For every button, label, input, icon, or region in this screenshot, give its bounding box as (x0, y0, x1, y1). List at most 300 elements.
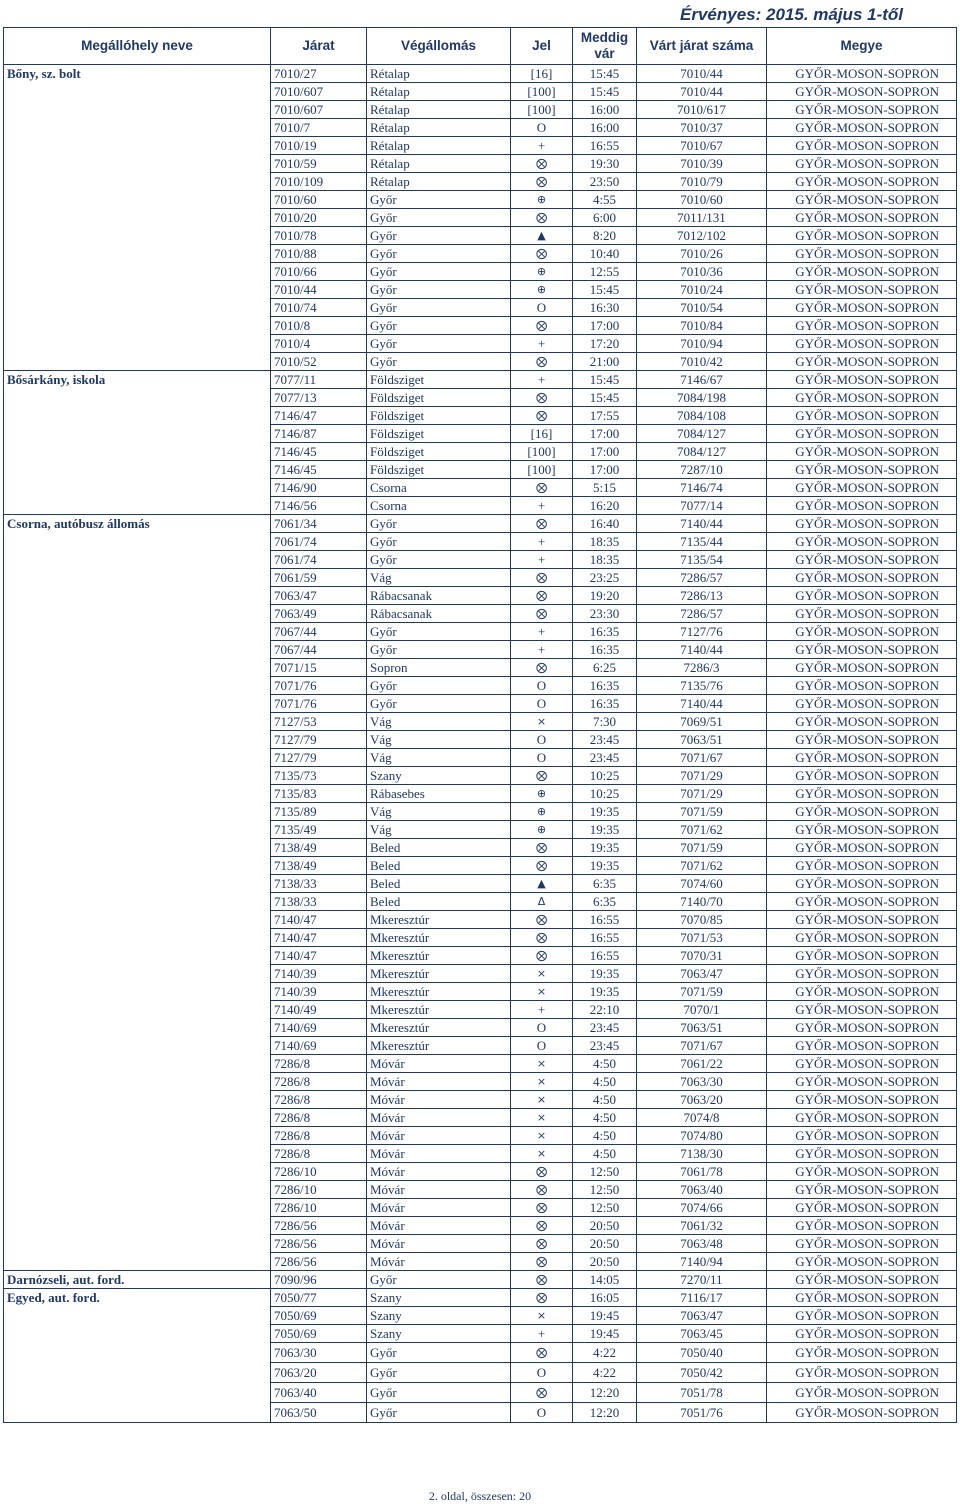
awaited-route-cell: 7074/66 (637, 1199, 767, 1217)
sign-cell: ⨂ (511, 1253, 573, 1271)
sign-cell: ⊕ (511, 803, 573, 821)
wait-time-cell: 17:00 (573, 425, 637, 443)
route-cell: 7061/34 (271, 515, 367, 533)
sign-cell: ⨂ (511, 479, 573, 497)
destination-cell: Rétalap (367, 119, 511, 137)
route-cell: 7286/8 (271, 1127, 367, 1145)
county-cell: GYŐR-MOSON-SOPRON (767, 515, 957, 533)
awaited-route-cell: 7140/94 (637, 1253, 767, 1271)
awaited-route-cell: 7069/51 (637, 713, 767, 731)
destination-cell: Földsziget (367, 425, 511, 443)
awaited-route-cell: 7071/67 (637, 1037, 767, 1055)
awaited-route-cell: 7010/94 (637, 335, 767, 353)
wait-time-cell: 20:50 (573, 1217, 637, 1235)
route-cell: 7010/52 (271, 353, 367, 371)
route-cell: 7063/30 (271, 1343, 367, 1363)
destination-cell: Győr (367, 1271, 511, 1289)
county-cell: GYŐR-MOSON-SOPRON (767, 1383, 957, 1403)
county-cell: GYŐR-MOSON-SOPRON (767, 83, 957, 101)
wait-time-cell: 19:20 (573, 587, 637, 605)
awaited-route-cell: 7127/76 (637, 623, 767, 641)
wait-time-cell: 8:20 (573, 227, 637, 245)
wait-time-cell: 12:55 (573, 263, 637, 281)
sign-cell: ⨂ (511, 1383, 573, 1403)
route-cell: 7010/7 (271, 119, 367, 137)
destination-cell: Földsziget (367, 461, 511, 479)
awaited-route-cell: 7138/30 (637, 1145, 767, 1163)
awaited-route-cell: 7286/57 (637, 605, 767, 623)
wait-time-cell: 19:35 (573, 803, 637, 821)
sign-cell: ⨂ (511, 857, 573, 875)
route-cell: 7138/49 (271, 857, 367, 875)
awaited-route-cell: 7050/40 (637, 1343, 767, 1363)
wait-time-cell: 10:25 (573, 767, 637, 785)
sign-cell: ▲ (511, 875, 573, 893)
destination-cell: Vág (367, 569, 511, 587)
destination-cell: Győr (367, 533, 511, 551)
awaited-route-cell: 7140/44 (637, 515, 767, 533)
sign-cell: + (511, 335, 573, 353)
awaited-route-cell: 7146/67 (637, 371, 767, 389)
destination-cell: Földsziget (367, 371, 511, 389)
awaited-route-cell: 7071/59 (637, 803, 767, 821)
wait-time-cell: 19:35 (573, 839, 637, 857)
wait-time-cell: 12:20 (573, 1403, 637, 1423)
wait-time-cell: 16:30 (573, 299, 637, 317)
county-cell: GYŐR-MOSON-SOPRON (767, 263, 957, 281)
county-cell: GYŐR-MOSON-SOPRON (767, 65, 957, 83)
county-cell: GYŐR-MOSON-SOPRON (767, 1217, 957, 1235)
county-cell: GYŐR-MOSON-SOPRON (767, 227, 957, 245)
awaited-route-cell: 7071/59 (637, 983, 767, 1001)
county-cell: GYŐR-MOSON-SOPRON (767, 1127, 957, 1145)
awaited-route-cell: 7010/24 (637, 281, 767, 299)
county-cell: GYŐR-MOSON-SOPRON (767, 1091, 957, 1109)
sign-cell: [100] (511, 101, 573, 119)
destination-cell: Móvár (367, 1145, 511, 1163)
wait-time-cell: 23:45 (573, 749, 637, 767)
destination-cell: Győr (367, 1383, 511, 1403)
county-cell: GYŐR-MOSON-SOPRON (767, 1199, 957, 1217)
destination-cell: Mkeresztúr (367, 911, 511, 929)
awaited-route-cell: 7010/617 (637, 101, 767, 119)
sign-cell: O (511, 1019, 573, 1037)
sign-cell: × (511, 1145, 573, 1163)
awaited-route-cell: 7270/11 (637, 1271, 767, 1289)
wait-time-cell: 10:25 (573, 785, 637, 803)
awaited-route-cell: 7011/131 (637, 209, 767, 227)
county-cell: GYŐR-MOSON-SOPRON (767, 731, 957, 749)
sign-cell: O (511, 1037, 573, 1055)
destination-cell: Rábasebes (367, 785, 511, 803)
header-sign: Jel (511, 28, 573, 65)
destination-cell: Győr (367, 1343, 511, 1363)
wait-time-cell: 17:00 (573, 443, 637, 461)
destination-cell: Rétalap (367, 137, 511, 155)
sign-cell: × (511, 1055, 573, 1073)
county-cell: GYŐR-MOSON-SOPRON (767, 1253, 957, 1271)
destination-cell: Sopron (367, 659, 511, 677)
wait-time-cell: 17:20 (573, 335, 637, 353)
sign-cell: ⨂ (511, 317, 573, 335)
sign-cell: + (511, 551, 573, 569)
wait-time-cell: 4:50 (573, 1145, 637, 1163)
route-cell: 7286/8 (271, 1055, 367, 1073)
sign-cell: O (511, 677, 573, 695)
destination-cell: Győr (367, 299, 511, 317)
route-cell: 7010/8 (271, 317, 367, 335)
route-cell: 7140/47 (271, 911, 367, 929)
sign-cell: O (511, 1403, 573, 1423)
awaited-route-cell: 7077/14 (637, 497, 767, 515)
route-cell: 7071/76 (271, 695, 367, 713)
sign-cell: O (511, 731, 573, 749)
county-cell: GYŐR-MOSON-SOPRON (767, 191, 957, 209)
county-cell: GYŐR-MOSON-SOPRON (767, 1235, 957, 1253)
sign-cell: [16] (511, 65, 573, 83)
route-cell: 7010/88 (271, 245, 367, 263)
wait-time-cell: 15:45 (573, 65, 637, 83)
route-cell: 7127/79 (271, 731, 367, 749)
awaited-route-cell: 7286/3 (637, 659, 767, 677)
awaited-route-cell: 7010/67 (637, 137, 767, 155)
county-cell: GYŐR-MOSON-SOPRON (767, 389, 957, 407)
route-cell: 7090/96 (271, 1271, 367, 1289)
wait-time-cell: 16:35 (573, 623, 637, 641)
awaited-route-cell: 7071/62 (637, 821, 767, 839)
awaited-route-cell: 7050/42 (637, 1363, 767, 1383)
route-cell: 7146/90 (271, 479, 367, 497)
route-cell: 7063/50 (271, 1403, 367, 1423)
sign-cell: × (511, 1307, 573, 1325)
destination-cell: Csorna (367, 479, 511, 497)
awaited-route-cell: 7010/39 (637, 155, 767, 173)
destination-cell: Rétalap (367, 83, 511, 101)
wait-time-cell: 16:55 (573, 929, 637, 947)
sign-cell: ⨂ (511, 353, 573, 371)
destination-cell: Győr (367, 317, 511, 335)
awaited-route-cell: 7061/78 (637, 1163, 767, 1181)
sign-cell: ⨂ (511, 605, 573, 623)
wait-time-cell: 16:20 (573, 497, 637, 515)
route-cell: 7140/39 (271, 965, 367, 983)
county-cell: GYŐR-MOSON-SOPRON (767, 1343, 957, 1363)
sign-cell: Δ (511, 893, 573, 911)
awaited-route-cell: 7084/127 (637, 443, 767, 461)
route-cell: 7050/69 (271, 1307, 367, 1325)
county-cell: GYŐR-MOSON-SOPRON (767, 713, 957, 731)
sign-cell: × (511, 983, 573, 1001)
county-cell: GYŐR-MOSON-SOPRON (767, 875, 957, 893)
destination-cell: Győr (367, 623, 511, 641)
county-cell: GYŐR-MOSON-SOPRON (767, 425, 957, 443)
county-cell: GYŐR-MOSON-SOPRON (767, 119, 957, 137)
sign-cell: ⨂ (511, 407, 573, 425)
sign-cell: ⨂ (511, 209, 573, 227)
awaited-route-cell: 7051/78 (637, 1383, 767, 1403)
sign-cell: O (511, 299, 573, 317)
awaited-route-cell: 7071/29 (637, 785, 767, 803)
wait-time-cell: 4:50 (573, 1091, 637, 1109)
route-cell: 7063/47 (271, 587, 367, 605)
destination-cell: Rábacsanak (367, 605, 511, 623)
county-cell: GYŐR-MOSON-SOPRON (767, 371, 957, 389)
wait-time-cell: 16:05 (573, 1289, 637, 1307)
wait-time-cell: 4:22 (573, 1343, 637, 1363)
wait-time-cell: 15:45 (573, 371, 637, 389)
county-cell: GYŐR-MOSON-SOPRON (767, 1037, 957, 1055)
destination-cell: Vág (367, 713, 511, 731)
county-cell: GYŐR-MOSON-SOPRON (767, 785, 957, 803)
route-cell: 7286/56 (271, 1253, 367, 1271)
county-cell: GYŐR-MOSON-SOPRON (767, 821, 957, 839)
awaited-route-cell: 7051/76 (637, 1403, 767, 1423)
sign-cell: [100] (511, 83, 573, 101)
sign-cell: ⨂ (511, 839, 573, 857)
county-cell: GYŐR-MOSON-SOPRON (767, 911, 957, 929)
wait-time-cell: 19:35 (573, 821, 637, 839)
wait-time-cell: 16:40 (573, 515, 637, 533)
destination-cell: Mkeresztúr (367, 1001, 511, 1019)
sign-cell: × (511, 1127, 573, 1145)
wait-time-cell: 16:00 (573, 119, 637, 137)
awaited-route-cell: 7063/51 (637, 731, 767, 749)
county-cell: GYŐR-MOSON-SOPRON (767, 443, 957, 461)
route-cell: 7071/15 (271, 659, 367, 677)
awaited-route-cell: 7084/108 (637, 407, 767, 425)
county-cell: GYŐR-MOSON-SOPRON (767, 551, 957, 569)
awaited-route-cell: 7287/10 (637, 461, 767, 479)
county-cell: GYŐR-MOSON-SOPRON (767, 1289, 957, 1307)
destination-cell: Győr (367, 515, 511, 533)
awaited-route-cell: 7074/8 (637, 1109, 767, 1127)
county-cell: GYŐR-MOSON-SOPRON (767, 1055, 957, 1073)
awaited-route-cell: 7010/26 (637, 245, 767, 263)
awaited-route-cell: 7074/60 (637, 875, 767, 893)
destination-cell: Győr (367, 209, 511, 227)
route-cell: 7146/45 (271, 461, 367, 479)
route-cell: 7061/74 (271, 533, 367, 551)
awaited-route-cell: 7012/102 (637, 227, 767, 245)
header-wait-line2: vár (594, 46, 615, 61)
header-awaited: Várt járat száma (637, 28, 767, 65)
destination-cell: Győr (367, 353, 511, 371)
awaited-route-cell: 7063/48 (637, 1235, 767, 1253)
awaited-route-cell: 7063/47 (637, 965, 767, 983)
wait-time-cell: 17:55 (573, 407, 637, 425)
wait-time-cell: 16:00 (573, 101, 637, 119)
wait-time-cell: 5:15 (573, 479, 637, 497)
destination-cell: Vág (367, 803, 511, 821)
county-cell: GYŐR-MOSON-SOPRON (767, 245, 957, 263)
wait-time-cell: 16:55 (573, 947, 637, 965)
county-cell: GYŐR-MOSON-SOPRON (767, 749, 957, 767)
sign-cell: + (511, 137, 573, 155)
stop-name: Egyed, aut. ford. (4, 1289, 271, 1423)
destination-cell: Rétalap (367, 155, 511, 173)
sign-cell: ⨂ (511, 173, 573, 191)
awaited-route-cell: 7071/29 (637, 767, 767, 785)
wait-time-cell: 16:55 (573, 137, 637, 155)
awaited-route-cell: 7071/67 (637, 749, 767, 767)
sign-cell: × (511, 713, 573, 731)
wait-time-cell: 21:00 (573, 353, 637, 371)
route-cell: 7077/11 (271, 371, 367, 389)
destination-cell: Móvár (367, 1253, 511, 1271)
sign-cell: + (511, 623, 573, 641)
route-cell: 7127/79 (271, 749, 367, 767)
route-cell: 7146/56 (271, 497, 367, 515)
route-cell: 7050/77 (271, 1289, 367, 1307)
sign-cell: ⨂ (511, 1181, 573, 1199)
awaited-route-cell: 7286/13 (637, 587, 767, 605)
awaited-route-cell: 7140/44 (637, 695, 767, 713)
awaited-route-cell: 7010/84 (637, 317, 767, 335)
wait-time-cell: 23:30 (573, 605, 637, 623)
wait-time-cell: 23:50 (573, 173, 637, 191)
county-cell: GYŐR-MOSON-SOPRON (767, 1307, 957, 1325)
route-cell: 7135/49 (271, 821, 367, 839)
awaited-route-cell: 7010/60 (637, 191, 767, 209)
destination-cell: Győr (367, 335, 511, 353)
sign-cell: ⊕ (511, 821, 573, 839)
awaited-route-cell: 7061/32 (637, 1217, 767, 1235)
wait-time-cell: 23:45 (573, 731, 637, 749)
county-cell: GYŐR-MOSON-SOPRON (767, 641, 957, 659)
route-cell: 7146/47 (271, 407, 367, 425)
wait-time-cell: 12:50 (573, 1163, 637, 1181)
wait-time-cell: 12:50 (573, 1181, 637, 1199)
county-cell: GYŐR-MOSON-SOPRON (767, 857, 957, 875)
county-cell: GYŐR-MOSON-SOPRON (767, 965, 957, 983)
county-cell: GYŐR-MOSON-SOPRON (767, 1145, 957, 1163)
route-cell: 7010/78 (271, 227, 367, 245)
header-route: Járat (271, 28, 367, 65)
sign-cell: × (511, 1073, 573, 1091)
sign-cell: × (511, 1091, 573, 1109)
destination-cell: Móvár (367, 1199, 511, 1217)
sign-cell: ⨂ (511, 155, 573, 173)
destination-cell: Móvár (367, 1217, 511, 1235)
destination-cell: Földsziget (367, 389, 511, 407)
awaited-route-cell: 7010/79 (637, 173, 767, 191)
wait-time-cell: 6:35 (573, 893, 637, 911)
route-cell: 7010/607 (271, 101, 367, 119)
awaited-route-cell: 7063/30 (637, 1073, 767, 1091)
destination-cell: Móvár (367, 1055, 511, 1073)
route-cell: 7050/69 (271, 1325, 367, 1343)
route-cell: 7135/89 (271, 803, 367, 821)
wait-time-cell: 17:00 (573, 461, 637, 479)
sign-cell: O (511, 1363, 573, 1383)
destination-cell: Győr (367, 263, 511, 281)
wait-time-cell: 15:45 (573, 389, 637, 407)
route-cell: 7010/44 (271, 281, 367, 299)
county-cell: GYŐR-MOSON-SOPRON (767, 335, 957, 353)
wait-time-cell: 18:35 (573, 533, 637, 551)
sign-cell: ⨂ (511, 1343, 573, 1363)
sign-cell: ⨂ (511, 569, 573, 587)
wait-time-cell: 6:25 (573, 659, 637, 677)
route-cell: 7010/59 (271, 155, 367, 173)
header-county: Megye (767, 28, 957, 65)
county-cell: GYŐR-MOSON-SOPRON (767, 137, 957, 155)
timetable (3, 27, 957, 1423)
wait-time-cell: 6:00 (573, 209, 637, 227)
county-cell: GYŐR-MOSON-SOPRON (767, 623, 957, 641)
wait-time-cell: 16:35 (573, 641, 637, 659)
table-row (4, 1289, 957, 1307)
awaited-route-cell: 7010/44 (637, 65, 767, 83)
destination-cell: Győr (367, 677, 511, 695)
table-row (4, 65, 957, 83)
county-cell: GYŐR-MOSON-SOPRON (767, 1019, 957, 1037)
county-cell: GYŐR-MOSON-SOPRON (767, 497, 957, 515)
wait-time-cell: 4:22 (573, 1363, 637, 1383)
route-cell: 7138/49 (271, 839, 367, 857)
awaited-route-cell: 7135/44 (637, 533, 767, 551)
destination-cell: Móvár (367, 1073, 511, 1091)
stop-name: Bősárkány, iskola (4, 371, 271, 515)
county-cell: GYŐR-MOSON-SOPRON (767, 605, 957, 623)
route-cell: 7071/76 (271, 677, 367, 695)
route-cell: 7286/8 (271, 1091, 367, 1109)
route-cell: 7286/10 (271, 1181, 367, 1199)
route-cell: 7140/49 (271, 1001, 367, 1019)
wait-time-cell: 20:50 (573, 1235, 637, 1253)
county-cell: GYŐR-MOSON-SOPRON (767, 173, 957, 191)
route-cell: 7140/47 (271, 929, 367, 947)
route-cell: 7140/47 (271, 947, 367, 965)
route-cell: 7063/49 (271, 605, 367, 623)
county-cell: GYŐR-MOSON-SOPRON (767, 677, 957, 695)
awaited-route-cell: 7063/20 (637, 1091, 767, 1109)
destination-cell: Beled (367, 893, 511, 911)
route-cell: 7010/66 (271, 263, 367, 281)
route-cell: 7138/33 (271, 893, 367, 911)
sign-cell: ⨂ (511, 389, 573, 407)
awaited-route-cell: 7071/59 (637, 839, 767, 857)
awaited-route-cell: 7084/198 (637, 389, 767, 407)
county-cell: GYŐR-MOSON-SOPRON (767, 479, 957, 497)
destination-cell: Szany (367, 1307, 511, 1325)
county-cell: GYŐR-MOSON-SOPRON (767, 929, 957, 947)
county-cell: GYŐR-MOSON-SOPRON (767, 767, 957, 785)
stop-name: Csorna, autóbusz állomás (4, 515, 271, 1271)
sign-cell: ⊕ (511, 191, 573, 209)
wait-time-cell: 18:35 (573, 551, 637, 569)
sign-cell: ⨂ (511, 587, 573, 605)
destination-cell: Szany (367, 767, 511, 785)
destination-cell: Mkeresztúr (367, 929, 511, 947)
sign-cell: ⨂ (511, 1217, 573, 1235)
awaited-route-cell: 7010/44 (637, 83, 767, 101)
awaited-route-cell: 7140/70 (637, 893, 767, 911)
awaited-route-cell: 7286/57 (637, 569, 767, 587)
stop-name: Bőny, sz. bolt (4, 65, 271, 371)
wait-time-cell: 4:50 (573, 1109, 637, 1127)
wait-time-cell: 19:30 (573, 155, 637, 173)
sign-cell: + (511, 497, 573, 515)
destination-cell: Földsziget (367, 443, 511, 461)
route-cell: 7077/13 (271, 389, 367, 407)
county-cell: GYŐR-MOSON-SOPRON (767, 155, 957, 173)
sign-cell: O (511, 119, 573, 137)
stop-name: Darnózseli, aut. ford. (4, 1271, 271, 1289)
route-cell: 7010/19 (271, 137, 367, 155)
wait-time-cell: 16:35 (573, 695, 637, 713)
sign-cell: [16] (511, 425, 573, 443)
